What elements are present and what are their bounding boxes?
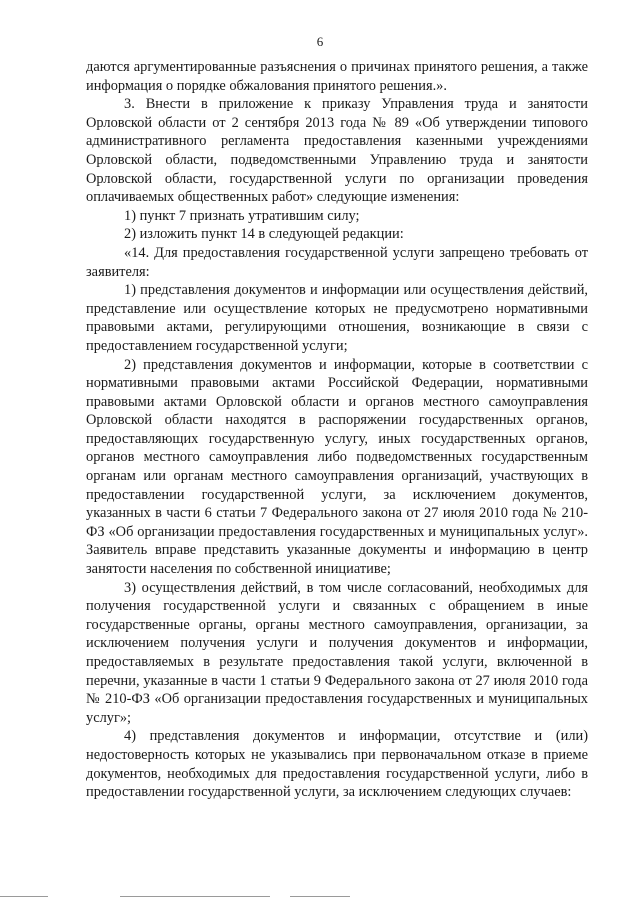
paragraph: 3. Внести в приложение к приказу Управления труда и занятости Орловской области от 2 сентября 2013 года № 89 «Об утверждении типового административного регламента предоставления казенными учреждениями Орловской области, подведомственными Управлению труда и занятости Орловской области, государственной услуги по организации проведения оплачиваемых общественных работ» следующие изменения: (86, 96, 588, 206)
document-body (86, 58, 588, 802)
paragraph: 1) пункт 7 признать утратившим силу; (124, 207, 360, 224)
page-number: 6 (316, 34, 324, 49)
paragraph: даются аргументированные разъяснения о причинах принятого решения, а также информация о порядке обжалования принятого решения.». (86, 59, 588, 94)
paragraph: 1) представления документов и информации или осуществления действий, представление или осуществление которых не предусмотрено нормативными правовыми актами, регулирующими отношения, возникающие в связи с предоставлением государственной услуги; (86, 282, 588, 354)
paragraph: 2) представления документов и информации, которые в соответствии с нормативными правовыми актами Российской Федерации, нормативными правовыми актами Орловской области и органов местного самоуправления Орловской области находятся в распоряжении государственных органов, предоставляющих государственную услугу, иных государственных органов, органов местного самоуправления либо подведомственных государственным органам или органам местного самоуправления организаций, участвующих в предоставлении государственной услуги, за исключением документов, указанных в части 6 статьи 7 Федерального закона от 27 июля 2010 года № 210-ФЗ «Об организации предоставления государственных и муниципальных услуг». Заявитель вправе представить указанные документы и информацию в центр занятости населения по собственной инициативе; (86, 356, 588, 578)
paragraph: 4) представления документов и информации, отсутствие и (или) недостоверность которых не указывались при первоначальном отказе в приеме документов, необходимых для предоставления государственной услуги, либо в предоставлении государственной услуги, за исключением следующих случаев: (86, 728, 588, 801)
paragraph: 2) изложить пункт 14 в следующей редакции: (124, 226, 404, 243)
paragraph: «14. Для предоставления государственной услуги запрещено требовать от заявителя: (86, 244, 588, 280)
paragraph: 3) осуществления действий, в том числе согласований, необходимых для получения государственной услуги и связанных с обращением в иные государственные органы, органы местного самоуправления, организации, за исключением получения услуги и получения документов и информации, предоставляемых в результате предоставления такой услуги, включенной в перечни, указанные в части 1 статьи 9 Федерального закона от 27 июля 2010 года № 210-ФЗ «Об организации предоставления государственных и муниципальных услуг»; (86, 579, 588, 726)
scan-edge-artifact (0, 888, 640, 905)
